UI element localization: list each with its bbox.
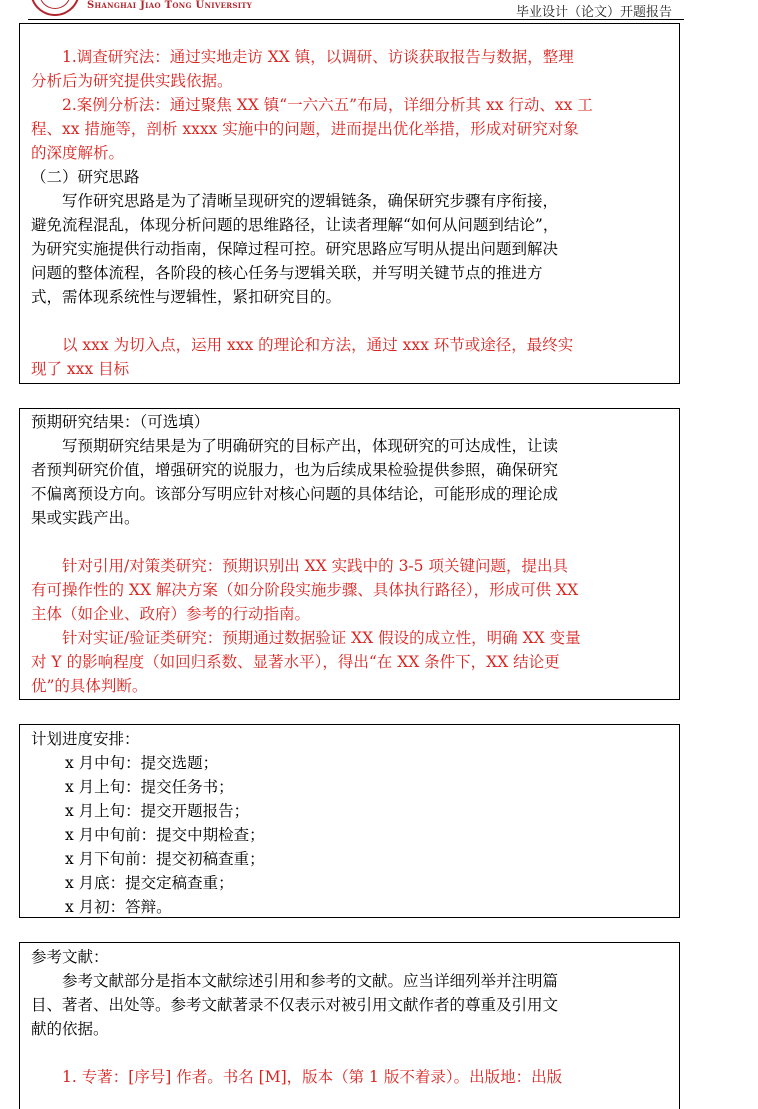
research-idea-line: 避免流程混乱，体现分析问题的思维路径，让读者理解“如何从问题到结论”， [31,216,559,234]
results-policy-line: 有可操作性的 XX 解决方案（如分阶段实施步骤、具体执行路径），形成可供 XX [31,581,579,599]
university-name: Shanghai Jiao Tong University [87,0,253,11]
schedule-item: x 月底：提交定稿查重； [65,874,234,892]
document-title: 毕业设计（论文）开题报告 [515,5,672,20]
research-idea-line: 写作研究思路是为了清晰呈现研究的逻辑链条，确保研究步骤有序衔接， [62,192,559,210]
research-idea-heading: （二）研究思路 [31,168,140,186]
method-survey-line-1: 1.调查研究法：通过实地走访 XX 镇，以调研、访谈获取报告与数据，整理 [62,48,574,66]
page-header [0,0,758,22]
method-survey-line-2: 分析后为研究提供实践依据。 [31,72,233,90]
schedule-box [19,724,680,918]
schedule-item: x 月初：答辩。 [65,898,172,916]
references-box [19,942,680,1109]
results-desc-line: 果或实践产出。 [31,509,140,527]
results-policy-line: 针对引用/对策类研究：预期识别出 XX 实践中的 3-5 项关键问题，提出具 [62,557,568,575]
references-heading: 参考文献： [31,948,109,966]
results-policy-line: 主体（如企业、政府）参考的行动指南。 [31,605,311,623]
schedule-item: x 月上旬：提交开题报告； [65,802,250,820]
references-desc-line: 献的依据。 [31,1020,109,1038]
expected-results-box [19,408,680,700]
references-desc-line: 目、著者、出处等。参考文献著录不仅表示对被引用文献作者的尊重及引用文 [31,996,559,1014]
schedule-heading: 计划进度安排： [31,730,140,748]
research-idea-line: 问题的整体流程，各阶段的核心任务与逻辑关联，并写明关键节点的推进方 [31,264,543,282]
results-empirical-line: 针对实证/验证类研究：预期通过数据验证 XX 假设的成立性，明确 XX 变量 [62,629,581,647]
research-methods-box [19,23,680,384]
research-idea-example-line-1: 以 xxx 为切入点，运用 xxx 的理论和方法，通过 xxx 环节或途径，最终实 [62,336,574,354]
header-rule [28,19,684,20]
results-desc-line: 写预期研究结果是为了明确研究的目标产出，体现研究的可达成性，让读 [62,437,559,455]
schedule-item: x 月上旬：提交任务书； [65,778,234,796]
schedule-item: x 月中旬前：提交中期检查； [65,826,265,844]
references-example-line: 1. 专著：[序号] 作者。书名 [M]，版本（第 1 版不着录）。出版地：出版 [62,1068,563,1086]
method-case-line-2: 程、xx 措施等，剖析 xxxx 实施中的问题，进而提出优化举措，形成对研究对象 [31,120,579,138]
schedule-item: x 月下旬前：提交初稿查重； [65,850,265,868]
method-case-line-3: 的深度解析。 [31,144,125,162]
results-desc-line: 者预判研究价值，增强研究的说服力，也为后续成果检验提供参照，确保研究 [31,461,559,479]
university-seal-logo [30,0,80,16]
method-case-line-1: 2.案例分析法：通过聚焦 XX 镇“一六六五”布局，详细分析其 xx 行动、xx 工 [62,96,593,114]
results-empirical-line: 对 Y 的影响程度（如回归系数、显著水平），得出“在 XX 条件下，XX 结论更 [31,653,560,671]
research-idea-line: 为研究实施提供行动指南，保障过程可控。研究思路应写明从提出问题到解决 [31,240,559,258]
results-desc-line: 不偏离预设方向。该部分写明应针对核心问题的具体结论，可能形成的理论成 [31,485,559,503]
references-desc-line: 参考文献部分是指本文献综述引用和参考的文献。应当详细列举并注明篇 [62,972,559,990]
results-empirical-line: 优”的具体判断。 [31,677,148,695]
research-idea-line: 式，需体现系统性与逻辑性，紧扣研究目的。 [31,288,342,306]
schedule-item: x 月中旬：提交选题； [65,754,219,772]
research-idea-example-line-2: 现了 xxx 目标 [31,360,130,378]
expected-results-heading: 预期研究结果：（可选填） [31,413,210,431]
